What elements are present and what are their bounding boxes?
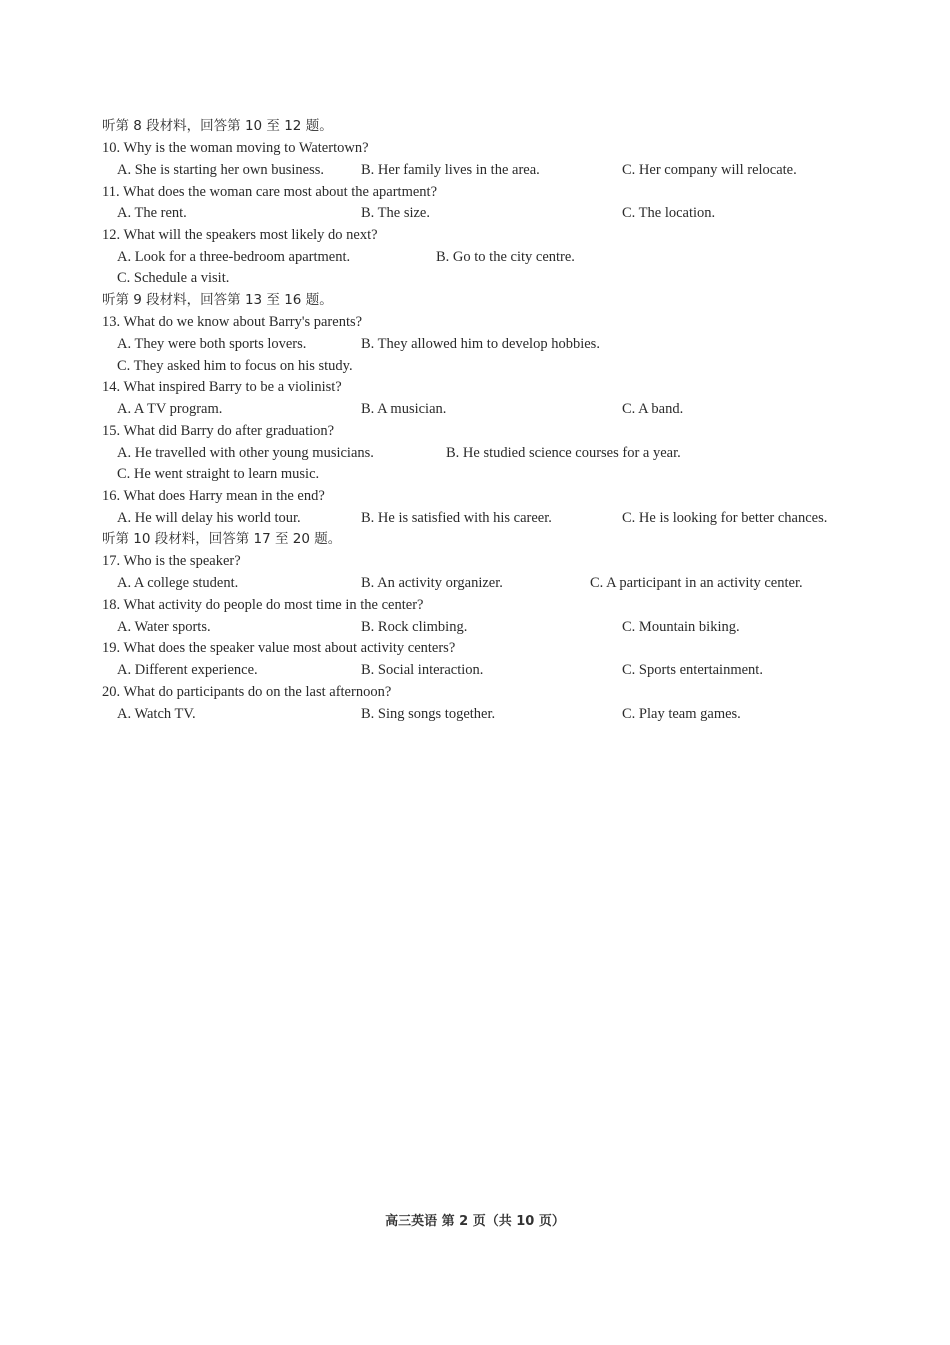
question-stem: 17. Who is the speaker? [102, 553, 241, 569]
option-b: B. The size. [361, 205, 430, 221]
option-a: A. They were both sports lovers. [117, 336, 307, 352]
question-stem: 10. Why is the woman moving to Watertown? [102, 140, 369, 156]
option-c: C. Schedule a visit. [117, 270, 230, 286]
option-b: B. Social interaction. [361, 662, 484, 678]
question-stem: 16. What does Harry mean in the end? [102, 488, 325, 504]
question-stem: 15. What did Barry do after graduation? [102, 423, 335, 439]
page-footer: 高三英语 第 2 页（共 10 页） [385, 1214, 565, 1229]
option-c: C. Her company will relocate. [622, 162, 797, 178]
option-a: A. A college student. [117, 575, 239, 591]
option-b: B. An activity organizer. [361, 575, 503, 591]
option-c: C. Mountain biking. [622, 619, 740, 635]
option-a: A. Watch TV. [117, 706, 196, 722]
option-c: C. He went straight to learn music. [117, 466, 320, 482]
option-c: C. A band. [622, 401, 684, 417]
option-a: A. Look for a three-bedroom apartment. [117, 249, 351, 265]
option-b: B. Go to the city centre. [436, 249, 575, 265]
option-a: A. A TV program. [117, 401, 223, 417]
option-a: A. He will delay his world tour. [117, 510, 301, 526]
option-b: B. Her family lives in the area. [361, 162, 540, 178]
option-a: A. Different experience. [117, 662, 258, 678]
question-stem: 19. What does the speaker value most about activity centers? [102, 640, 456, 656]
question-stem: 12. What will the speakers most likely do next? [102, 227, 378, 243]
option-b: B. A musician. [361, 401, 447, 417]
option-a: A. Water sports. [117, 619, 211, 635]
option-b: B. They allowed him to develop hobbies. [361, 336, 600, 352]
option-b: B. Sing songs together. [361, 706, 496, 722]
question-stem: 20. What do participants do on the last afternoon? [102, 684, 392, 700]
question-stem: 11. What does the woman care most about the apartment? [102, 184, 438, 200]
question-stem: 14. What inspired Barry to be a violinist? [102, 379, 342, 395]
section-heading: 听第 8 段材料，回答第 10 至 12 题。 [102, 118, 333, 134]
option-c: C. A participant in an activity center. [590, 575, 803, 591]
question-stem: 18. What activity do people do most time in the center? [102, 597, 424, 613]
option-b: B. Rock climbing. [361, 619, 468, 635]
option-a: A. He travelled with other young musicians. [117, 445, 374, 461]
option-b: B. He is satisfied with his career. [361, 510, 552, 526]
option-a: A. She is starting her own business. [117, 162, 325, 178]
option-c: C. They asked him to focus on his study. [117, 358, 353, 374]
option-c: C. Sports entertainment. [622, 662, 763, 678]
option-a: A. The rent. [117, 205, 187, 221]
option-b: B. He studied science courses for a year. [446, 445, 681, 461]
option-c: C. He is looking for better chances. [622, 510, 828, 526]
option-c: C. The location. [622, 205, 716, 221]
section-heading: 听第 10 段材料，回答第 17 至 20 题。 [102, 531, 342, 547]
option-c: C. Play team games. [622, 706, 741, 722]
section-heading: 听第 9 段材料，回答第 13 至 16 题。 [102, 292, 333, 308]
question-stem: 13. What do we know about Barry's parents? [102, 314, 363, 330]
